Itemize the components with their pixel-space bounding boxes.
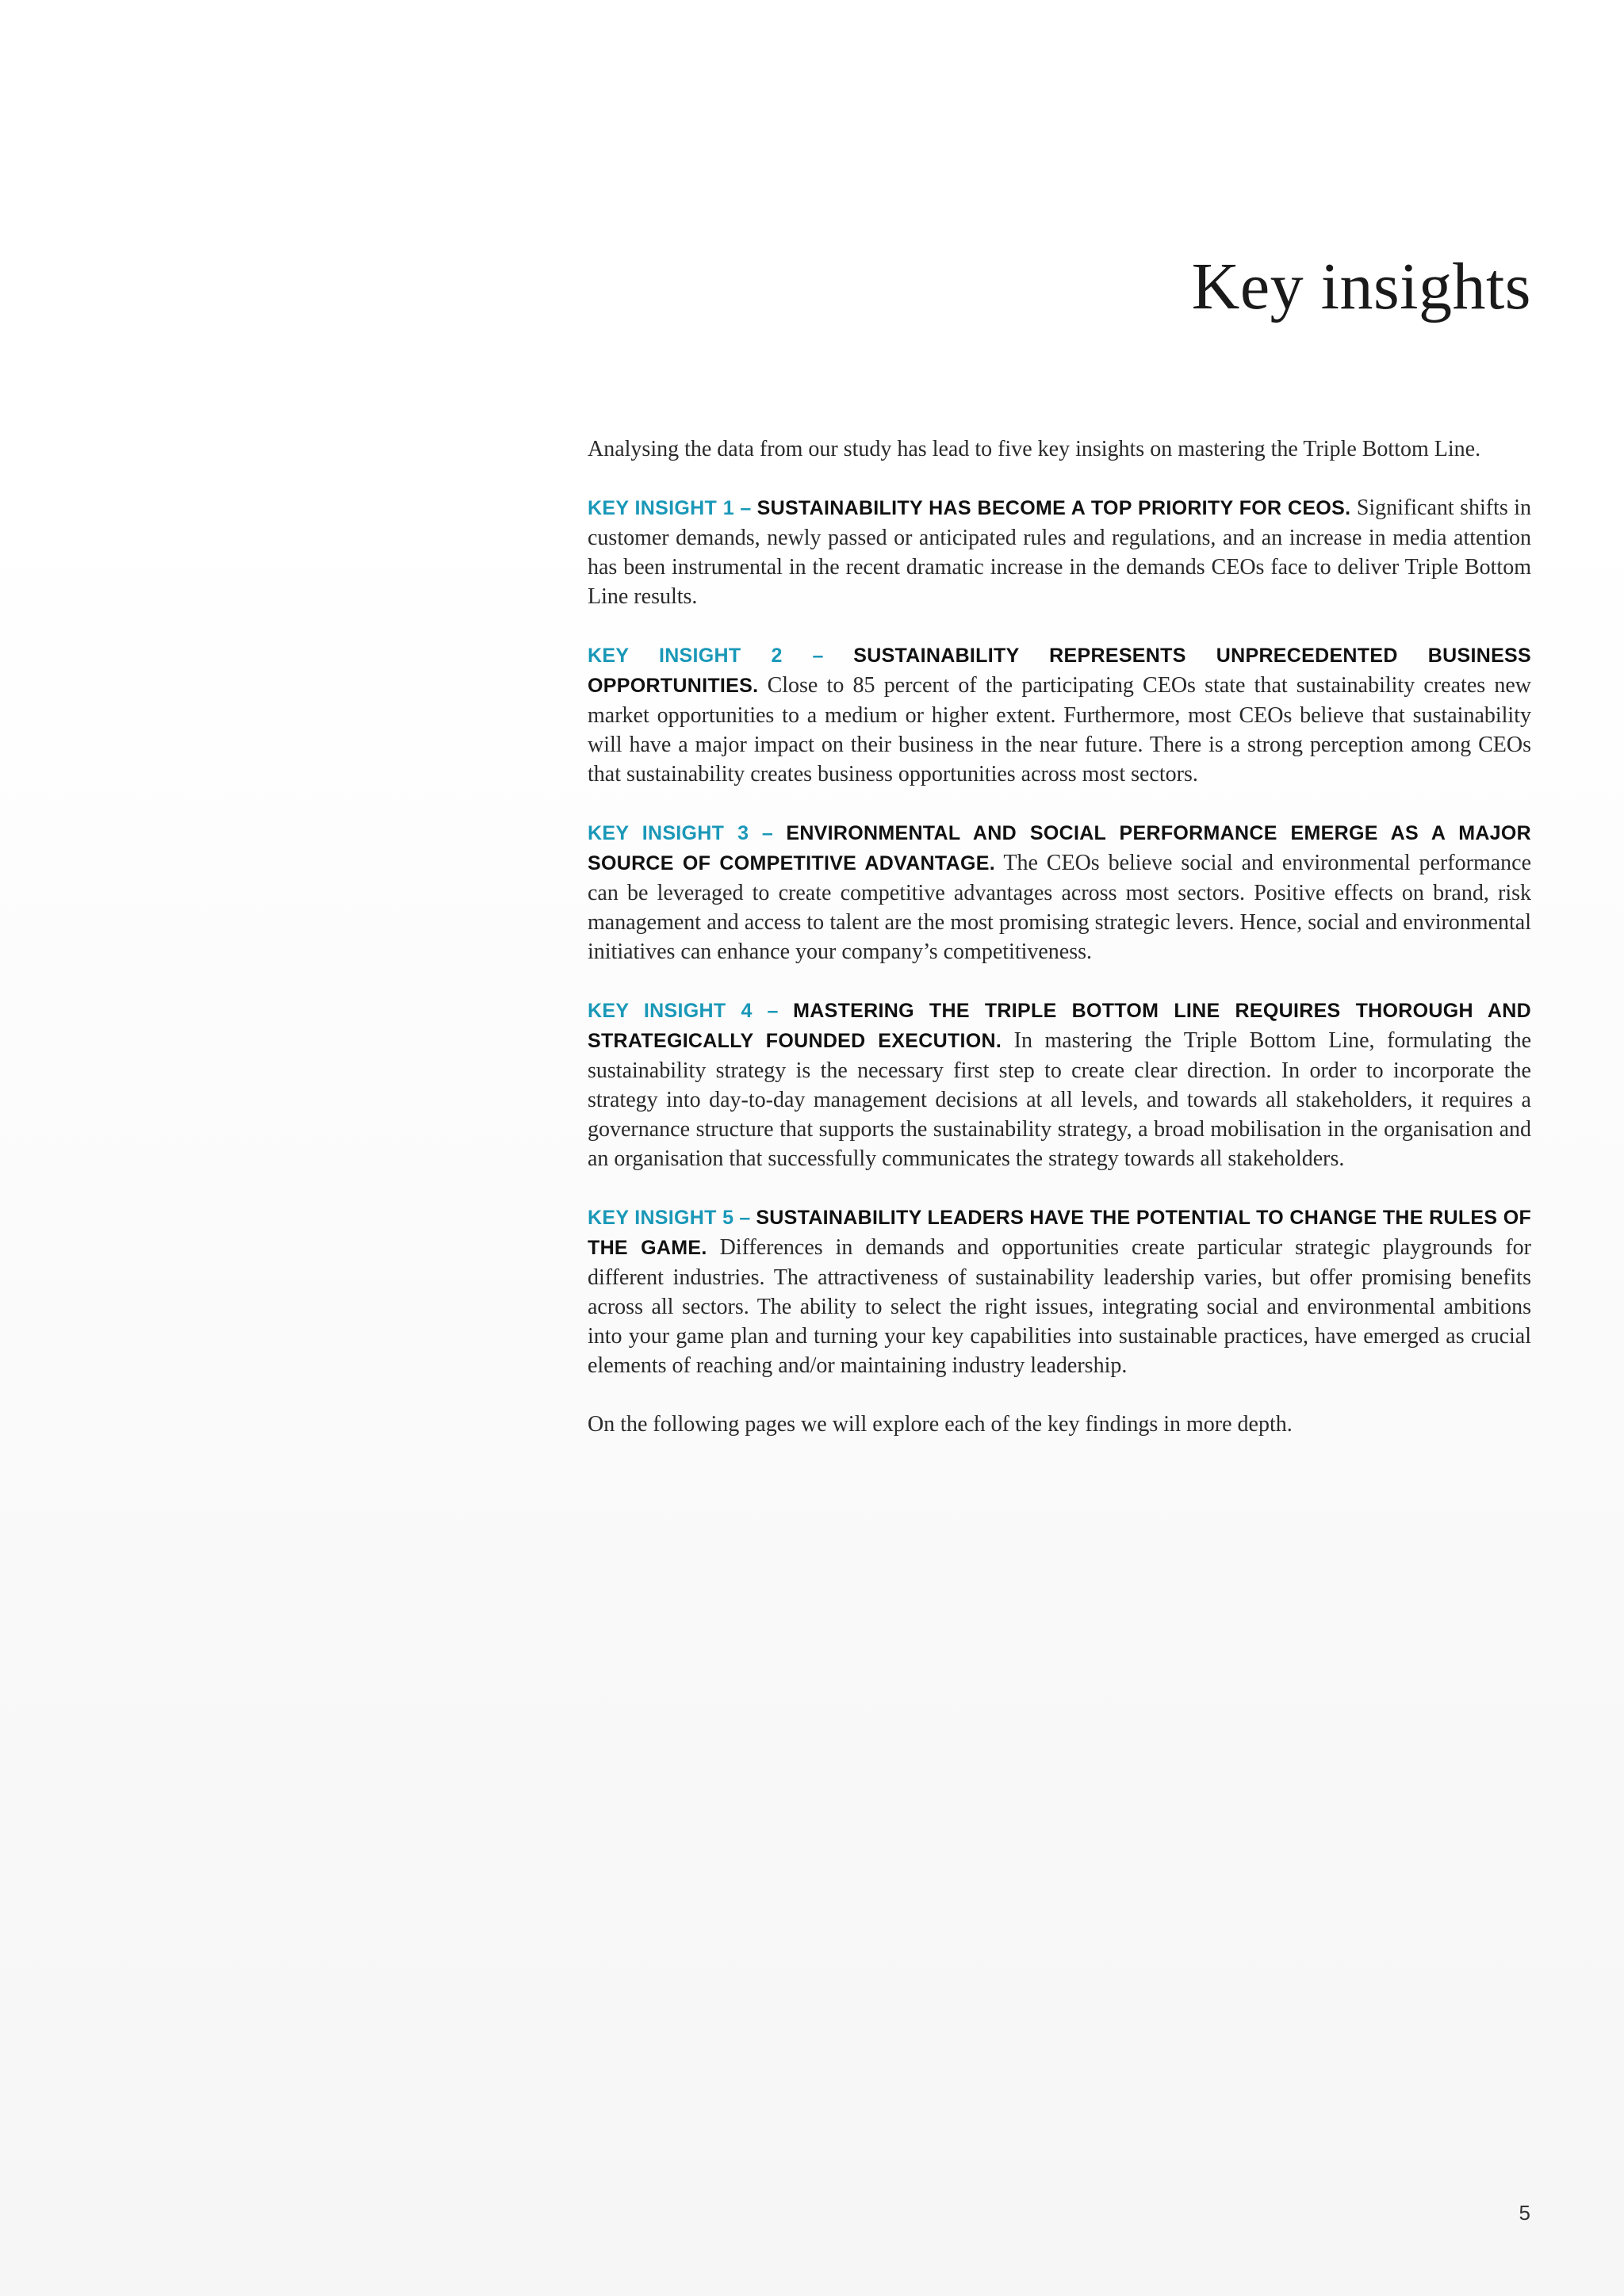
- insight-label: KEY INSIGHT 5: [588, 1207, 734, 1229]
- insight-heading: MASTERING THE TRIPLE BOTTOM LINE REQUIRES THOROUGH AND STRATEGICALLY FOUNDED EXECUTION.: [588, 1000, 1531, 1052]
- body-column: [588, 434, 1531, 1468]
- insight-body: The CEOs believe social and environmental performance can be leveraged to create competitive advantages across most sectors. Positive effects on brand, risk management and access to talent are the most promising strategic levers. Hence, social and environmental initiatives can enhance your company’s competitiveness.: [588, 851, 1532, 964]
- insight-label: KEY INSIGHT 3: [588, 822, 749, 844]
- insight-label: KEY INSIGHT 1: [588, 497, 734, 519]
- closing-paragraph: On the following pages we will explore each of the key findings in more depth.: [588, 1412, 1293, 1437]
- insight-body: In mastering the Triple Bottom Line, formulating the sustainability strategy is the necessary first step to create clear direction. In order to incorporate the strategy into day-to-day management decisions at all levels, and towards all stakeholders, it requires a governance structure that supports the sustainability strategy, a broad mobilisation in the organisation and an organisation that successfully communicates the strategy towards all stakeholders.: [588, 1028, 1532, 1171]
- intro-paragraph: Analysing the data from our study has lead to five key insights on mastering the Triple Bottom Line.: [588, 437, 1481, 461]
- insight-heading: ENVIRONMENTAL AND SOCIAL PERFORMANCE EMERGE AS A MAJOR SOURCE OF COMPETITIVE ADVANTAGE.: [588, 822, 1531, 874]
- insight-heading: SUSTAINABILITY LEADERS HAVE THE POTENTIAL TO CHANGE THE RULES OF THE GAME.: [588, 1207, 1532, 1259]
- insight-paragraph-2: [588, 641, 1531, 789]
- page-number: 5: [1519, 2201, 1530, 2225]
- insight-separator: –: [733, 1207, 756, 1229]
- insight-body: Differences in demands and opportunities create particular strategic playgrounds for different industries. The attractiveness of sustainability leadership varies, but offer promising benefits across all sectors. The ability to select the right issues, integrating social and environmental ambitions into your game plan and turning your key capabilities into sustainable practices, have emerged as crucial elements of reaching and/or maintaining industry leadership.: [588, 1235, 1531, 1378]
- insight-separator: –: [749, 822, 787, 844]
- insight-heading: SUSTAINABILITY HAS BECOME A TOP PRIORITY FOR CEOS.: [756, 497, 1351, 519]
- page-title: Key insights: [1191, 250, 1531, 323]
- insight-paragraph-1: [588, 493, 1531, 611]
- insight-body: Significant shifts in customer demands, newly passed or anticipated rules and regulations, and an increase in media attention has been instrumental in the recent dramatic increase in the demands CEOs face to deliver Triple Bottom Line results.: [588, 496, 1532, 609]
- insight-separator: –: [752, 1000, 794, 1022]
- insight-separator: –: [782, 645, 854, 667]
- insight-body: Close to 85 percent of the participating CEOs state that sustainability creates new market opportunities to a medium or higher extent. Furthermore, most CEOs believe that sustainability will have a major impact on their business in the near future. There is a strong perception among CEOs that sustainability creates business opportunities across most sectors.: [588, 673, 1532, 786]
- insight-heading: SUSTAINABILITY REPRESENTS UNPRECEDENTED BUSINESS OPPORTUNITIES.: [588, 645, 1531, 697]
- insight-paragraph-3: [588, 818, 1531, 966]
- insight-separator: –: [733, 497, 757, 519]
- insight-label: KEY INSIGHT 4: [588, 1000, 753, 1022]
- insight-paragraph-5: [588, 1203, 1531, 1380]
- insight-paragraph-4: [588, 996, 1531, 1173]
- insight-label: KEY INSIGHT 2: [588, 645, 783, 667]
